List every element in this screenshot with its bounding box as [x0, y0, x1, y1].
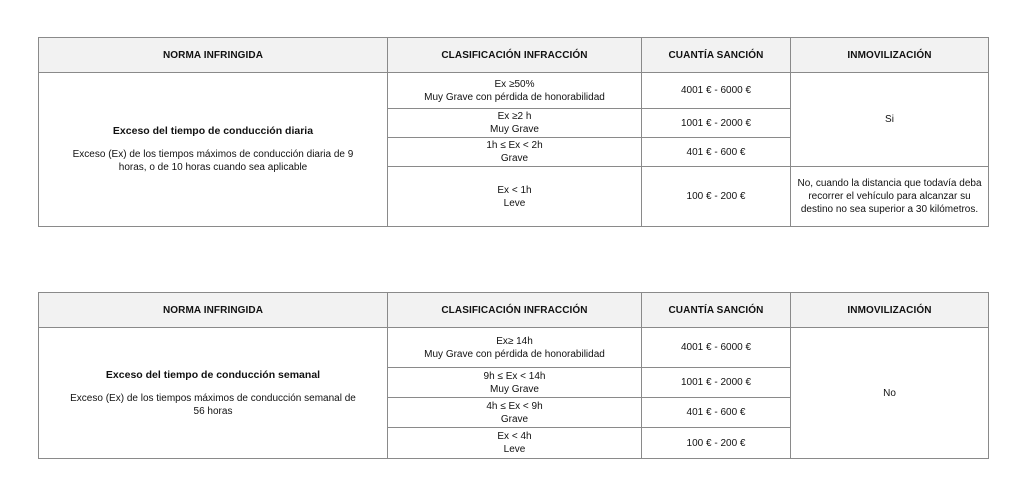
amount-cell: 100 € - 200 €	[642, 167, 791, 227]
header-inmovilizacion: INMOVILIZACIÓN	[791, 38, 989, 73]
table-row	[39, 73, 989, 109]
amount-cell: 1001 € - 2000 €	[642, 109, 791, 138]
amount-cell: 401 € - 600 €	[642, 138, 791, 167]
range-text: Ex < 1h	[497, 184, 532, 196]
weekly-driving-sanctions-table	[38, 292, 989, 459]
norma-title: Exceso del tiempo de conducción semanal	[105, 368, 321, 381]
immobilization-cell: No, cuando la distancia que todavía deba recorrer el vehículo para alcanzar su destino no sea superior a 30 kilómetros.	[791, 167, 989, 227]
range-text: 9h ≤ Ex < 14h	[483, 370, 546, 382]
table-row	[39, 328, 989, 368]
range-text: 4h ≤ Ex < 9h	[486, 400, 543, 412]
level-text: Grave	[500, 413, 529, 425]
range-text: 1h ≤ Ex < 2h	[486, 140, 543, 151]
clasificacion-cell	[388, 167, 642, 227]
norma-cell	[39, 73, 388, 227]
clasificacion-cell	[388, 428, 642, 459]
amount-cell: 401 € - 600 €	[642, 398, 791, 428]
norma-description: Exceso (Ex) de los tiempos máximos de conducción semanal de 56 horas	[70, 392, 356, 417]
amount-cell: 4001 € - 6000 €	[642, 328, 791, 368]
header-norma: NORMA INFRINGIDA	[39, 38, 388, 73]
immobilization-cell: Si	[791, 73, 989, 167]
table-header-row	[39, 293, 989, 328]
range-text: Ex≥ 14h	[496, 335, 533, 347]
level-text: Muy Grave	[490, 383, 539, 395]
range-text: Ex < 4h	[497, 431, 532, 442]
table-header-row	[39, 38, 989, 73]
level-text: Leve	[503, 444, 526, 455]
clasificacion-cell	[388, 398, 642, 428]
header-norma: NORMA INFRINGIDA	[39, 293, 388, 328]
level-text: Muy Grave con pérdida de honorabilidad	[424, 348, 605, 360]
norma-description: Exceso (Ex) de los tiempos máximos de conducción diaria de 9 horas, o de 10 horas cuando sea aplicable	[72, 149, 354, 173]
norma-title: Exceso del tiempo de conducción diaria	[112, 125, 314, 137]
daily-driving-sanctions-table	[38, 37, 989, 227]
level-text: Grave	[500, 153, 529, 164]
clasificacion-cell	[388, 138, 642, 167]
immobilization-cell: No	[791, 328, 989, 459]
amount-cell: 1001 € - 2000 €	[642, 368, 791, 398]
header-clasificacion: CLASIFICACIÓN INFRACCIÓN	[388, 293, 642, 328]
clasificacion-cell	[388, 368, 642, 398]
header-cuantia: CUANTÍA SANCIÓN	[642, 38, 791, 73]
norma-cell	[39, 328, 388, 459]
level-text: Leve	[503, 197, 526, 209]
clasificacion-cell	[388, 328, 642, 368]
clasificacion-cell	[388, 109, 642, 138]
amount-cell: 100 € - 200 €	[642, 428, 791, 459]
header-clasificacion: CLASIFICACIÓN INFRACCIÓN	[388, 38, 642, 73]
header-cuantia: CUANTÍA SANCIÓN	[642, 293, 791, 328]
range-text: Ex ≥2 h	[497, 111, 532, 122]
clasificacion-cell	[388, 73, 642, 109]
level-text: Muy Grave	[490, 124, 539, 135]
level-text: Muy Grave con pérdida de honorabilidad	[424, 91, 605, 103]
range-text: Ex ≥50%	[494, 78, 535, 90]
amount-cell: 4001 € - 6000 €	[642, 73, 791, 109]
header-inmovilizacion: INMOVILIZACIÓN	[791, 293, 989, 328]
